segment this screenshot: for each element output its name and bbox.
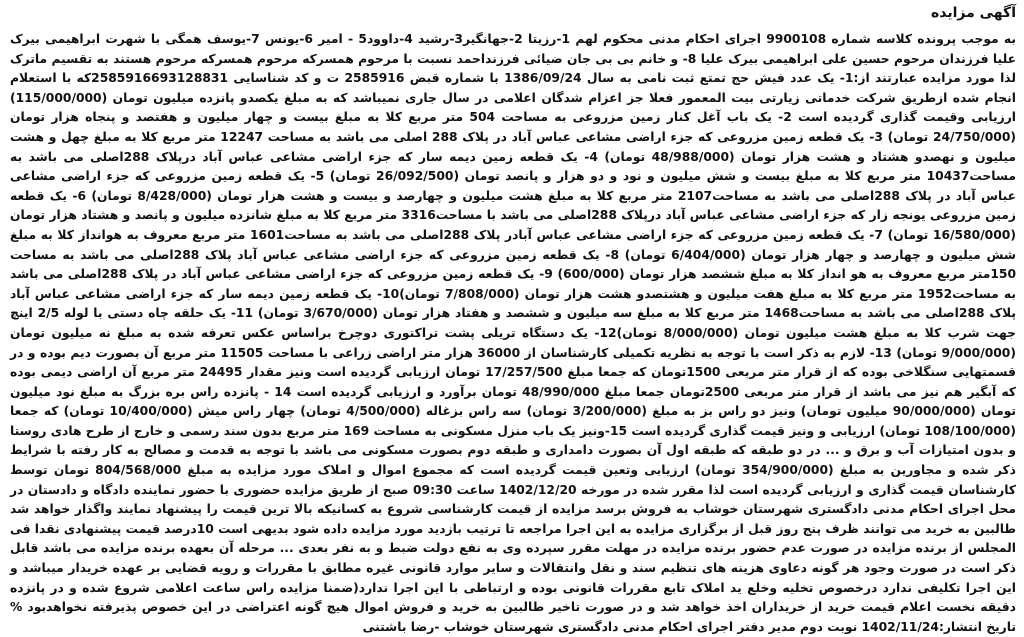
notice-title: آگهی مزایده [930,5,1016,21]
notice-body: به موجب پرونده کلاسه شماره 9900108 اجرای احکام مدنی محکوم لهم 1-رزیتا 2-جهانگیر3-رشید 4-داوود5 - امیر 6-یونس 7-یوسف همگی با شهرت ابراهیمی بیرک علیا فرزندان مرحوم حسین علی ابراهیمی بیرک علیا 8- و خانم بی بی جان ضیائی فرزنداحمد نسبت با مرحوم همسرکه مرحوم همسرکه مرحوم هستند به تقسیم ماترک لذا مورد مزایده عبارتند از:1- یک عدد فیش حج تمتع ثبت نامی به سال 1386/09/24 با شماره قبض 2585916 ت و کد شناسایی 2585916693128831که با استعلام انجام شده ازطریق شرکت خدماتی زیارتی بیت المعمور فعلا جز اعزام شدگان اعلامی در سال جاری نمیباشد که به مبلغ یکصدو پانزده میلیون تومان (115/000/000) ارزیابی وقیمت گذاری گردیده است 2- یک باب آغل کنار زمین مزروعی به مساحت 504 متر مربع کلا به مبلغ بیست و چهار میلیون و هفتصد و پنجاه هزار تومان (24/750/000 تومان) 3- یک قطعه زمین مزروعی که جزء اراضی مشاعی عباس آباد در پلاک 288 اصلی می باشد به مساحت 12247 متر مربع کلا به مبلغ چهل و هشت میلیون و نهصدو هشتاد و هشت هزار تومان (48/988/000 تومان) 4- یک قطعه زمین دیمه سار که جزء اراضی مشاعی عباس آباد درپلاک 288اصلی می باشد به مساحت10437 متر مربع کلا به مبلغ بیست و شش میلیون و نود و دو هزار و پانصد تومان (26/092/500 تومان) 5- یک قطعه زمین مزروعی که جزء اراضی مشاعی عباس آباد در پلاک 288اصلی می باشد به مساحت2107 متر مربع کلا به مبلغ هشت میلیون و چهارصد و بیست و هشت هزار تومان (8/428/000 تومان) 6- یک قطعه زمین مزروعی یونجه زار که جزء اراضی مشاعی عباس آباد درپلاک 288اصلی می باشد با مساحت3316 متر مربع کلا به مبلغ شانزده میلیون و پانصد و هشتاد هزار تومان (16/580/000 تومان) 7- یک قطعه زمین مزروعی که جزء اراضی مشاعی عباس آبادر پلاک 288اصلی می باشد به مساحت1601 متر مربع معروف به هوانداز کلا به مبلغ شش میلیون و چهارصد و چهار هزار تومان (6/404/000 تومان) 8- یک قطعه زمین مزروعی که جزء اراضی مشاعی عباس آباد پلاک 288اصلی می باشد به مساحت 150متر مربع معروف به هو انداز کلا به مبلغ ششصد هزار تومان (600/000) 9- یک قطعه زمین مزروعی که جزء اراضی مشاعی عباس آباد در پلاک 288اصلی می باشد به مساحت1952 متر مربع کلا به مبلغ هفت میلیون و هشتصدو هشت هزار تومان (7/808/000 تومان)10- یک قطعه زمین دیمه سار که جزء اراضی مشاعی عباس آباد پلاک 288اصلی می باشد به مساحت1468 متر مربع کلا به مبلغ سه میلیون و ششصد و هفتاد هزار تومان (3/670/000 تومان) 11- یک حلقه چاه دستی با لوله 2/5 اینچ جهت شرب کلا به مبلغ هشت میلیون تومان (8/000/000 تومان)12- یک دستگاه تریلی پشت تراکتوری دوچرخ براساس عکس تعرفه شده به مبلغ نه میلیون تومان (9/000/000 تومان) 13- لازم به ذکر است با توجه به نظریه تکمیلی کارشناسان از 36000 هزار متر اراضی زراعی با مساحت 11505 متر مربع آن بصورت دیم بوده و در قسمتهایی سنگلاخی بوده که از قرار متر مربعی 1500تومان که جمعا مبلغ 17/257/500 تومان ارزیابی گردیده است ونیز مقدار 24495 متر مربع آن اراضی دیمی بوده که آبگیر هم نیز می باشد از قرار متر مربعی 2500تومان جمعا مبلغ 48/990/000 تومان برآورد و ارزیابی گردیده است 14 - پانزده راس بره بزرگ به مبلغ نود میلیون تومان (90/000/000 میلیون تومان) ونیز دو راس بز به مبلغ (3/200/000 تومان) سه راس بزغاله (4/500/000 تومان) چهار راس میش (10/400/000 تومان) که جمعا (108/100/000 تومان) ارزیابی و ونیز قیمت گذاری گردیده است 15-ونیز یک باب منزل مسکونی به مساحت 169 متر مربع بدون سند رسمی و خارج از طرح هادی روستا و بدون امتیازات آب و برق و ... در دو طبقه که طبقه اول آن بصورت دامداری و طبقه دوم بصورت مسکونی می باشد با توجه به قدمت و مصالح به کار رفته با شرایط ذکر شده و مجاورین به مبلغ (354/900/000 تومان) ارزیابی وتعین قیمت گردیده است که مجموع اموال و املاک مورد مزایده به مبلغ 804/568/000 تومان توسط کارشناسان قیمت گذاری و ارزیابی گردیده است لذا مقرر شده در مورخه 1402/12/20 ساعت 09:30 صبح از طریق مزایده حضوری با حضور نماینده دادگاه و دادستان در محل اجرای احکام مدنی دادگستری شهرستان خوشاب به فروش برسد مزایده از قیمت کارشناسی شروع به کسانیکه بالا ترین قیمت را پیشنهاد نمایند واگذار خواهد شد طالبین به خرید می توانند ظرف پنج روز قبل از برگزاری مزایده به این اجرا مراجعه تا ترتیب بازدید مورد مزایده داده شود بدیهی است 10درصد قیمت پیشنهادی نقدا فی المجلس از برنده مزایده در صورت عدم حضور برنده مزایده در مهلت مقرر سپرده وی به نفع دولت ضبط و به نفر بعدی ... مرحله آن بعهده برنده مزایده می باشد قابل ذکر است در صورت وجود هر گونه دعاوی هزینه های تنظیم سند و نقل وانتقالات و سایر موارد قانونی غیره مطابق با مقررات و رویه قضایی بر عهده خریدار میباشد و این اجرا تکلیفی ندارد درخصوص تخلیه وخلع ید املاک تابع مقررات قانونی بوده و ارتباطی با این اجرا ندارد(ضمنا مزایده راس ساعت اعلامی شروع شده و در پانزده دقیقه نخست اعلام قیمت خرید از خریداران اخذ خواهد شد و در صورت تاخیر طالبین به خرید و فروش اموال هیچ گونه اعتراضی در این خصوص پذیرفته نخواهدبود % تاریخ انتشار:1402/11/24 نوبت دوم مدیر دفتر اجرای احکام مدنی دادگستری شهرستان خوشاب -رضا باشتنی [10,32,1017,634]
